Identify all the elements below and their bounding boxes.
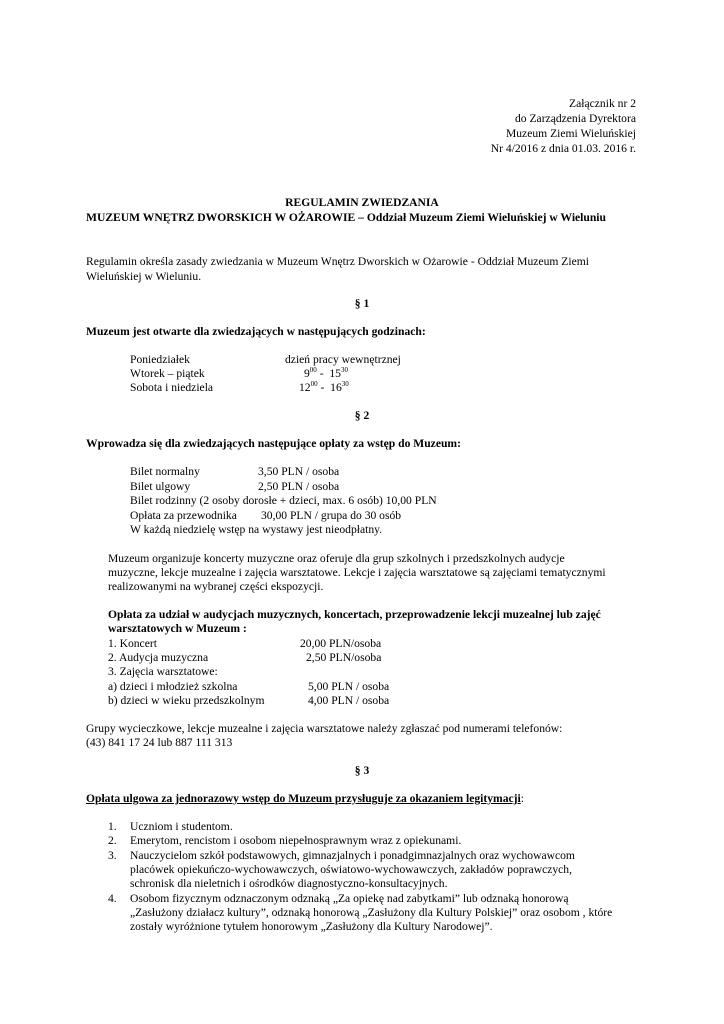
list-item-number: 2. <box>108 834 117 847</box>
opening-day: Sobota i niedziela <box>130 381 214 394</box>
list-item: schronisk dla nieletnich i ośrodków diagnostyczno-konsultacyjnych. <box>130 877 448 890</box>
fee-label: Opłata za przewodnika <box>130 509 237 522</box>
workshop-fee-price: 2,50 PLN/osoba <box>306 651 382 664</box>
concerts-paragraph-line: Muzeum organizuje koncerty muzyczne oraz oferuje dla grup szkolnych i przedszkolnych audycje <box>108 552 565 565</box>
workshop-fee-label: 3. Zajęcia warsztatowe: <box>108 665 218 678</box>
workshop-heading: Opłata za udział w audycjach muzycznych, koncertach, przeprowadzenie lekcji muzealnej lub zajęć <box>108 608 601 621</box>
fee-label: Bilet ulgowy <box>130 480 191 493</box>
opening-value: dzień pracy wewnętrznej <box>285 353 401 366</box>
section-1-lead: Muzeum jest otwarte dla zwiedzających w następujących godzinach: <box>86 325 426 338</box>
header-line: Nr 4/2016 z dnia 01.03. 2016 r. <box>490 142 636 155</box>
workshop-fee-label: 2. Audycja muzyczna <box>108 651 209 664</box>
workshop-fee-price: 4,00 PLN / osoba <box>308 694 390 707</box>
fee-label: Bilet rodzinny (2 osoby dorosłe + dzieci, max. 6 osób) 10,00 PLN <box>130 494 437 507</box>
section-1-heading: § 1 <box>354 297 370 310</box>
list-item: Emerytom, rencistom i osobom niepełnosprawnym wraz z opiekunami. <box>130 834 462 847</box>
list-item-number: 3. <box>108 849 117 862</box>
section-2-heading: § 2 <box>354 409 370 422</box>
workshop-fee-label: b) dzieci w wieku przedszkolnym <box>108 694 265 707</box>
header-line: Muzeum Ziemi Wieluńskiej <box>505 127 636 140</box>
list-item: „Zasłużony działacz kultury”, odznaką honorową „Zasłużony dla Kultury Polskiej” oraz osobom , które <box>130 906 613 919</box>
list-item: Uczniom i studentom. <box>130 820 233 833</box>
workshop-fee-label: 1. Koncert <box>108 637 157 650</box>
workshop-fee-price: 5,00 PLN / osoba <box>308 680 390 693</box>
list-item-number: 4. <box>108 892 117 905</box>
groups-phone-line: (43) 841 17 24 lub 887 111 313 <box>86 736 233 749</box>
fee-price: 30,00 PLN / grupa do 30 osób <box>261 509 402 522</box>
header-line: Załącznik nr 2 <box>569 97 636 110</box>
workshop-fee-price: 20,00 PLN/osoba <box>300 637 382 650</box>
workshop-fee-label: a) dzieci i młodzież szkolna <box>108 680 238 693</box>
list-item-number: 1. <box>108 820 117 833</box>
fee-price: 3,50 PLN / osoba <box>258 465 340 478</box>
list-item: Osobom fizycznym odznaczonym odznaką „Za opiekę nad zabytkami” lub odznaką honorową <box>130 892 569 905</box>
section-3-heading: § 3 <box>354 764 370 777</box>
intro-line: Wieluńskiej w Wieluniu. <box>86 270 202 283</box>
header-line: do Zarządzenia Dyrektora <box>514 112 636 125</box>
section-2-lead: Wprowadza się dla zwiedzających następujące opłaty za wstęp do Muzeum: <box>86 437 461 450</box>
section-3-lead: Opłata ulgowa za jednorazowy wstęp do Muzeum przysługuje za okazaniem legitymacji: <box>86 792 524 805</box>
opening-hours: $9^{00} - 15^{30}$ <box>304 366 348 380</box>
concerts-paragraph-line: muzyczne, lekcje muzealne i zajęcia warsztatowe. Lekcje i zajęcia warsztatowe są zajęciami tematycznymi <box>108 566 606 579</box>
opening-day: Poniedziałek <box>130 353 190 366</box>
groups-line: Grupy wycieczkowe, lekcje muzealne i zajęcia warsztatowe należy zgłaszać pod numerami telefonów: <box>86 722 563 735</box>
fee-price: 2,50 PLN / osoba <box>258 480 340 493</box>
opening-hours: $12^{00} - 16^{30}$ <box>299 380 349 394</box>
concerts-paragraph-line: realizowanymi na wybranej części ekspozycji. <box>108 580 324 593</box>
document-subtitle: MUZEUM WNĘTRZ DWORSKICH W OŻAROWIE – Oddział Muzeum Ziemi Wieluńskiej w Wieluniu <box>86 211 606 224</box>
list-item: zostały wyróżnione tytułem honorowym „Zasłużony dla Kultury Narodowej”. <box>130 920 493 933</box>
fee-label: Bilet normalny <box>130 465 200 478</box>
opening-day: Wtorek – piątek <box>130 367 205 380</box>
document-title: REGULAMIN ZWIEDZANIA <box>285 196 439 209</box>
intro-line: Regulamin określa zasady zwiedzania w Muzeum Wnętrz Dworskich w Ożarowie - Oddział Muzeum Ziemi <box>86 255 589 268</box>
workshop-heading: warsztatowych w Muzeum : <box>108 622 247 635</box>
free-sunday-note: W każdą niedzielę wstęp na wystawy jest nieodpłatny. <box>130 523 383 536</box>
list-item: Nauczycielom szkół podstawowych, gimnazjalnych i ponadgimnazjalnych oraz wychowawcom <box>130 849 575 862</box>
list-item: placówek opiekuńczo-wychowawczych, oświatowo-wychowawczych, zakładów poprawczych, <box>130 863 572 876</box>
